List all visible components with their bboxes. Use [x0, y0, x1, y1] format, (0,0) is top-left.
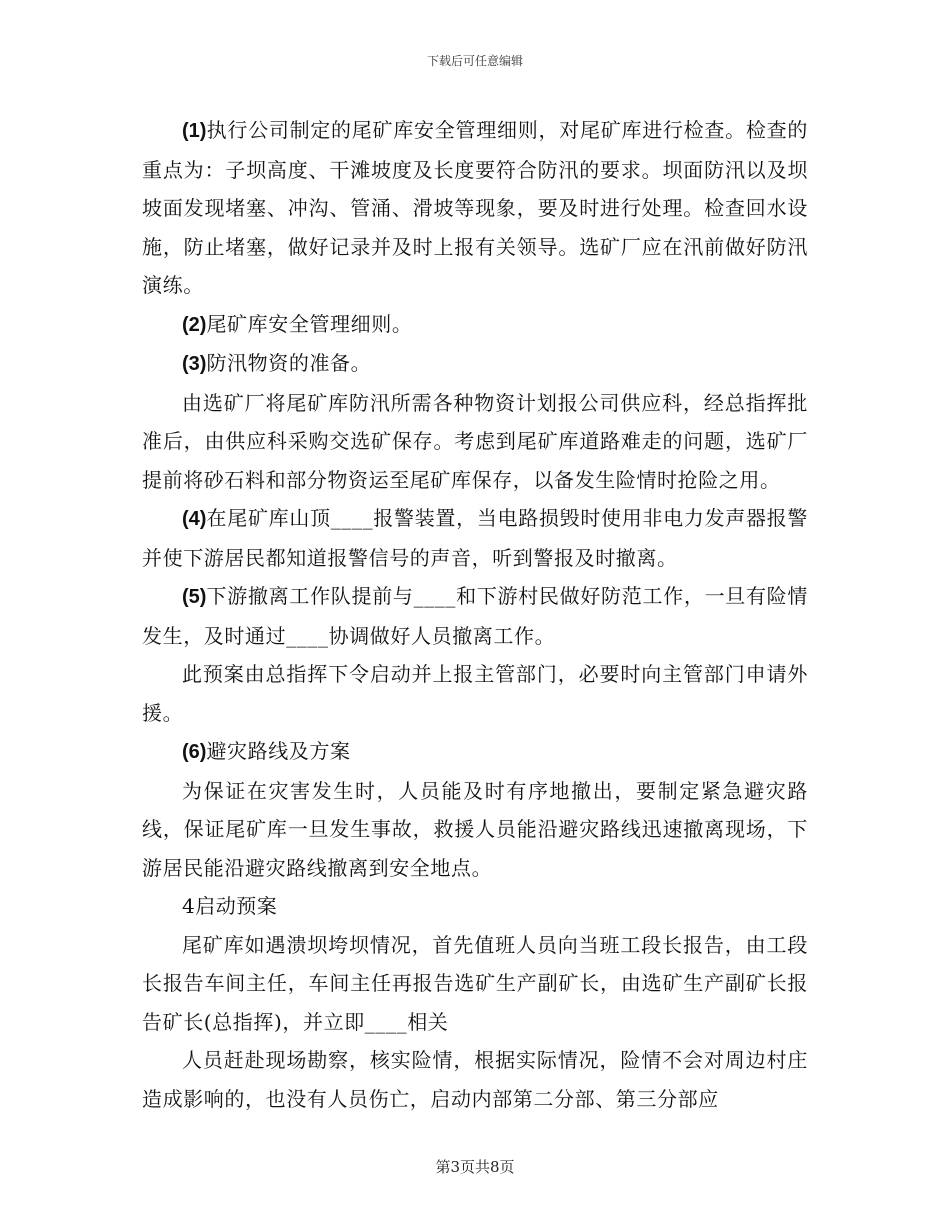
paragraph-evacuation-route	[142, 772, 808, 888]
paragraph-text: 尾矿库安全管理细则。	[206, 311, 413, 336]
paragraph-dam-failure	[142, 926, 808, 1042]
paragraph-text: 避灾路线及方案	[206, 739, 351, 763]
paragraph-item-4	[142, 499, 808, 577]
item-number: (2)	[182, 313, 207, 336]
paragraph-item-2	[142, 305, 808, 345]
paragraph-text: 下游撤离工作队提前与____和下游村民做好防范工作，一旦有险情发生，及时通过____协调做好人员撤离工作。	[142, 584, 808, 648]
item-number: (3)	[182, 353, 207, 375]
paragraph-text: 由选矿厂将尾矿库防汛所需各种物资计划报公司供应科，经总指挥批准后，由供应科采购交选矿保存。考虑到尾矿库道路难走的问题，选矿厂提前将砂石料和部分物资运至尾矿库保存，以备发生险情时抢险之用。	[142, 390, 808, 492]
item-number: (6)	[182, 741, 207, 763]
document-body	[142, 111, 808, 1118]
item-number: (5)	[182, 586, 207, 608]
paragraph-text: 防汛物资的准备。	[206, 351, 372, 375]
paragraph-plan-activation	[142, 655, 808, 732]
paragraph-text: 为保证在灾害发生时，人员能及时有序地撤出，要制定紧急避灾路线，保证尾矿库一旦发生事故，救援人员能沿避灾路线迅速撤离现场，下游居民能沿避灾路线撤离到安全地点。	[142, 778, 808, 880]
page-header: 下载后可任意编辑	[426, 54, 523, 68]
page-number: 第3页共8页	[435, 1158, 515, 1176]
item-number: (1)	[182, 120, 207, 142]
paragraph-item-6	[142, 732, 808, 772]
paragraph-text: 执行公司制定的尾矿库安全管理细则，对尾矿库进行检查。检查的重点为：子坝高度、干滩坡度及长度要符合防汛的要求。坝面防汛以及坝坡面发现堵塞、冲沟、管涌、滑坡等现象，要及时进行处理。检查回水设施，防止堵塞，做好记录并及时上报有关领导。选矿厂应在汛前做好防汛演练。	[142, 118, 808, 297]
paragraph-item-1	[142, 111, 808, 305]
paragraph-text: 人员赶赴现场勘察，核实险情，根据实际情况，险情不会对周边村庄造成影响的，也没有人员伤亡，启动内部第二分部、第三分部应	[142, 1048, 808, 1111]
paragraph-text: 4启动预案	[182, 894, 278, 918]
paragraph-text: 此预案由总指挥下令启动并上报主管部门，必要时向主管部门申请外援。	[142, 662, 808, 725]
section-heading-4	[142, 887, 808, 926]
paragraph-text: 尾矿库如遇溃坝垮坝情况，首先值班人员向当班工段长报告，由工段长报告车间主任，车间主任再报告选矿生产副矿长，由选矿生产副矿长报告矿长(总指挥)，并立即____相关	[142, 932, 808, 1034]
paragraph-supplies	[142, 384, 808, 500]
paragraph-site-survey	[142, 1041, 808, 1118]
item-number: (4)	[182, 508, 207, 530]
paragraph-text: 在尾矿库山顶____报警装置，当电路损毁时使用非电力发声器报警并使下游居民都知道报警信号的声音，听到警报及时撤离。	[142, 506, 808, 570]
paragraph-item-5	[142, 577, 808, 655]
paragraph-item-3	[142, 344, 808, 384]
